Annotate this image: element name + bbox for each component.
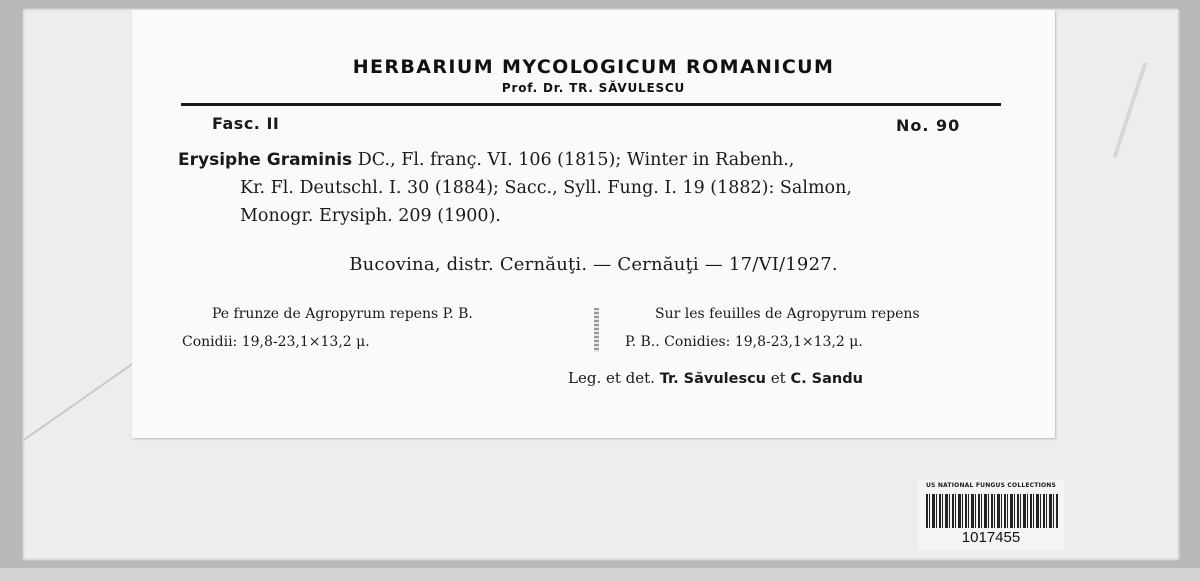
specimen-number: No. 90 <box>896 116 961 135</box>
bottom-strip <box>0 568 1200 581</box>
barcode-number: 1017455 <box>961 529 1021 546</box>
barcode-bars <box>926 494 1058 528</box>
herbarium-subtitle: Prof. Dr. TR. SĂVULESCU <box>501 81 686 95</box>
column-divider <box>594 308 599 352</box>
species-citation <box>178 146 1008 230</box>
host-french <box>625 300 1025 356</box>
collector-join: et <box>766 369 791 387</box>
host-ro-line-2: Conidii: 19,8-23,1×13,2 μ. <box>182 334 370 350</box>
citation-line-1: DC., Fl. franç. VI. 106 (1815); Winter in Rabenh., <box>352 150 795 170</box>
collector-name-2: C. Sandu <box>790 371 863 387</box>
title-rule <box>181 103 1001 106</box>
host-fr-line-1: Sur les feuilles de Agropyrum repens <box>655 306 920 322</box>
barcode-label <box>918 480 1064 550</box>
barcode-caption: US NATIONAL FUNGUS COLLECTIONS <box>925 482 1057 489</box>
host-romanian <box>182 300 582 356</box>
collector <box>568 369 863 387</box>
collector-name-1: Tr. Săvulescu <box>659 371 766 387</box>
herbarium-title: HERBARIUM MYCOLOGICUM ROMANICUM <box>352 56 835 78</box>
citation-line-3: Monogr. Erysiph. 209 (1900). <box>240 206 501 226</box>
species-name: Erysiphe Graminis <box>178 150 353 170</box>
collector-prefix: Leg. et det. <box>568 369 660 387</box>
citation-line-2: Kr. Fl. Deutschl. I. 30 (1884); Sacc., Syll. Fung. I. 19 (1882): Salmon, <box>240 178 852 198</box>
host-ro-line-1: Pe frunze de Agropyrum repens P. B. <box>212 306 473 322</box>
specimen-label <box>132 10 1055 438</box>
host-fr-line-2: P. B.. Conidies: 19,8-23,1×13,2 μ. <box>625 334 863 350</box>
fascicle: Fasc. II <box>212 114 280 133</box>
locality: Bucovina, distr. Cernăuţi. — Cernăuţi — 17/VI/1927. <box>349 254 838 275</box>
